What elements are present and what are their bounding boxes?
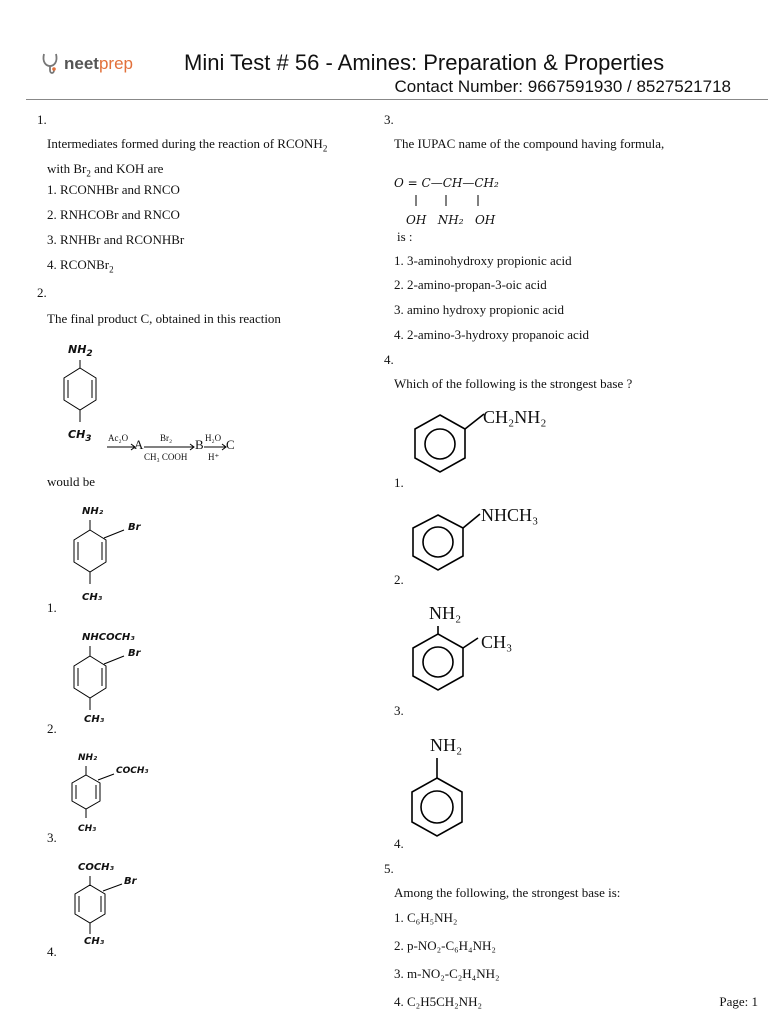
q3-formula-bonds bbox=[410, 194, 500, 208]
q2-opt1-bottom: CH₃ bbox=[82, 592, 103, 603]
q4-opt1-label: CH₂NH₂ bbox=[483, 407, 547, 427]
q2-reactant-ring bbox=[60, 360, 100, 430]
q4-opt2-label: NHCH₃ bbox=[481, 505, 539, 525]
arrow2-reagent: Br₂ bbox=[160, 433, 173, 443]
q2-option-4[interactable]: 4. bbox=[47, 944, 57, 959]
label-a: A bbox=[134, 437, 144, 452]
q4-opt4-top: NH₂ bbox=[430, 735, 463, 755]
arrow1-reagent: Ac₂O bbox=[108, 433, 129, 443]
contact-number: Contact Number: 9667591930 / 8527521718 bbox=[394, 77, 731, 96]
q2-opt1-ring bbox=[70, 520, 110, 590]
q4-option-2[interactable]: 2. bbox=[394, 572, 404, 587]
arrow2-solvent: CH₃ COOH bbox=[144, 452, 188, 462]
q4-opt3-side: CH₃ bbox=[481, 632, 513, 652]
q2-opt3-side: COCH₃ bbox=[116, 766, 149, 776]
q3-number: 3. bbox=[384, 112, 394, 127]
q2-opt4-bottom: CH₃ bbox=[84, 936, 105, 947]
q4-opt3-ring bbox=[406, 626, 468, 698]
q2-option-1[interactable]: 1. bbox=[47, 600, 57, 615]
q2-option-3[interactable]: 3. bbox=[47, 830, 57, 845]
q2-opt2-ring bbox=[70, 646, 110, 716]
arrow2 bbox=[144, 444, 196, 450]
q2-number: 2. bbox=[37, 285, 47, 300]
q4-option-3[interactable]: 3. bbox=[394, 703, 404, 718]
q4-opt3-top: NH₂ bbox=[429, 603, 462, 623]
q5-number: 5. bbox=[384, 861, 394, 876]
q1-number: 1. bbox=[37, 112, 47, 127]
q2-opt4-top: COCH₃ bbox=[78, 862, 114, 873]
q2-reactant-bottom: $CH_3$ bbox=[68, 428, 92, 445]
q2-opt1-side: Br bbox=[128, 522, 141, 533]
arrow3-catalyst: H⁺ bbox=[208, 452, 220, 462]
q4-opt4-ring bbox=[406, 758, 468, 848]
q5-option-2[interactable]: 2. p-NO₂-C₆H₄NH₂ bbox=[394, 938, 496, 953]
q2-opt4-side: Br bbox=[124, 876, 137, 887]
page-title: Mini Test # 56 - Amines: Preparation & Properties bbox=[184, 50, 665, 75]
q1-option-4[interactable]: 4. RCONBr$_2$ bbox=[47, 257, 114, 275]
q3-is: is : bbox=[397, 229, 413, 244]
q4-option-4[interactable]: 4. bbox=[394, 836, 404, 851]
q2-opt4-ring bbox=[72, 876, 112, 940]
q2-opt2-bottom: CH₃ bbox=[84, 714, 105, 725]
q2-opt3-ring bbox=[70, 766, 104, 826]
q4-option-1[interactable]: 1. bbox=[394, 475, 404, 490]
q3-formula-bottom: OH NH₂ OH bbox=[406, 213, 496, 227]
q2-would-be: would be bbox=[47, 474, 96, 489]
q3-option-1[interactable]: 1. 3-aminohydroxy propionic acid bbox=[394, 253, 572, 268]
q1-option-1[interactable]: 1. RCONHBr and RNCO bbox=[47, 182, 180, 197]
arrow3 bbox=[204, 444, 228, 450]
q2-opt2-side: Br bbox=[128, 648, 141, 659]
q3-option-3[interactable]: 3. amino hydroxy propionic acid bbox=[394, 302, 565, 317]
q4-number: 4. bbox=[384, 352, 394, 367]
q2-option-2[interactable]: 2. bbox=[47, 721, 57, 736]
q1-text: Intermediates formed during the reaction of $RCONH_2$ with $Br_2$ and KOH are bbox=[47, 136, 328, 179]
q4-opt1-ring bbox=[410, 410, 470, 480]
q5-option-1[interactable]: 1. C₆H₅NH₂ bbox=[394, 910, 458, 925]
arrow1 bbox=[107, 444, 137, 450]
label-c: C bbox=[226, 437, 235, 452]
label-b: B bbox=[195, 437, 204, 452]
q3-option-2[interactable]: 2. 2-amino-propan-3-oic acid bbox=[394, 277, 547, 292]
q2-opt1-top: NH₂ bbox=[82, 506, 104, 517]
q3-option-4[interactable]: 4. 2-amino-3-hydroxy propanoic acid bbox=[394, 327, 589, 342]
neetprep-logo bbox=[40, 52, 133, 76]
q5-option-4[interactable]: 4. C₂H5CH₂NH₂ bbox=[394, 994, 482, 1009]
q5-text: Among the following, the strongest base is: bbox=[394, 885, 621, 900]
q2-opt3-top: NH₂ bbox=[78, 753, 98, 763]
stethoscope-icon bbox=[40, 52, 60, 76]
q5-option-3[interactable]: 3. m-NO₂-C₂H₄NH₂ bbox=[394, 966, 500, 981]
q3-text: The IUPAC name of the compound having formula, bbox=[394, 136, 665, 151]
arrow3-reagent: H₂O bbox=[205, 433, 222, 443]
page-number: Page: 1 bbox=[719, 994, 758, 1009]
q1-option-3[interactable]: 3. RNHBr and RCONHBr bbox=[47, 232, 185, 247]
q4-text: Which of the following is the strongest base ? bbox=[394, 376, 633, 391]
q2-opt2-top: NHCOCH₃ bbox=[82, 632, 135, 643]
q2-opt3-bottom: CH₃ bbox=[78, 824, 97, 834]
q3-formula-top: O = C—CH—CH₂ bbox=[394, 176, 499, 190]
q1-option-2[interactable]: 2. RNHCOBr and RNCO bbox=[47, 207, 180, 222]
logo-text: neetprep bbox=[64, 54, 133, 73]
q2-reactant-top: $NH_2$ bbox=[68, 343, 93, 360]
q4-opt2-ring bbox=[410, 510, 470, 576]
header-divider bbox=[26, 99, 768, 100]
q2-text: The final product C, obtained in this reaction bbox=[47, 311, 281, 326]
